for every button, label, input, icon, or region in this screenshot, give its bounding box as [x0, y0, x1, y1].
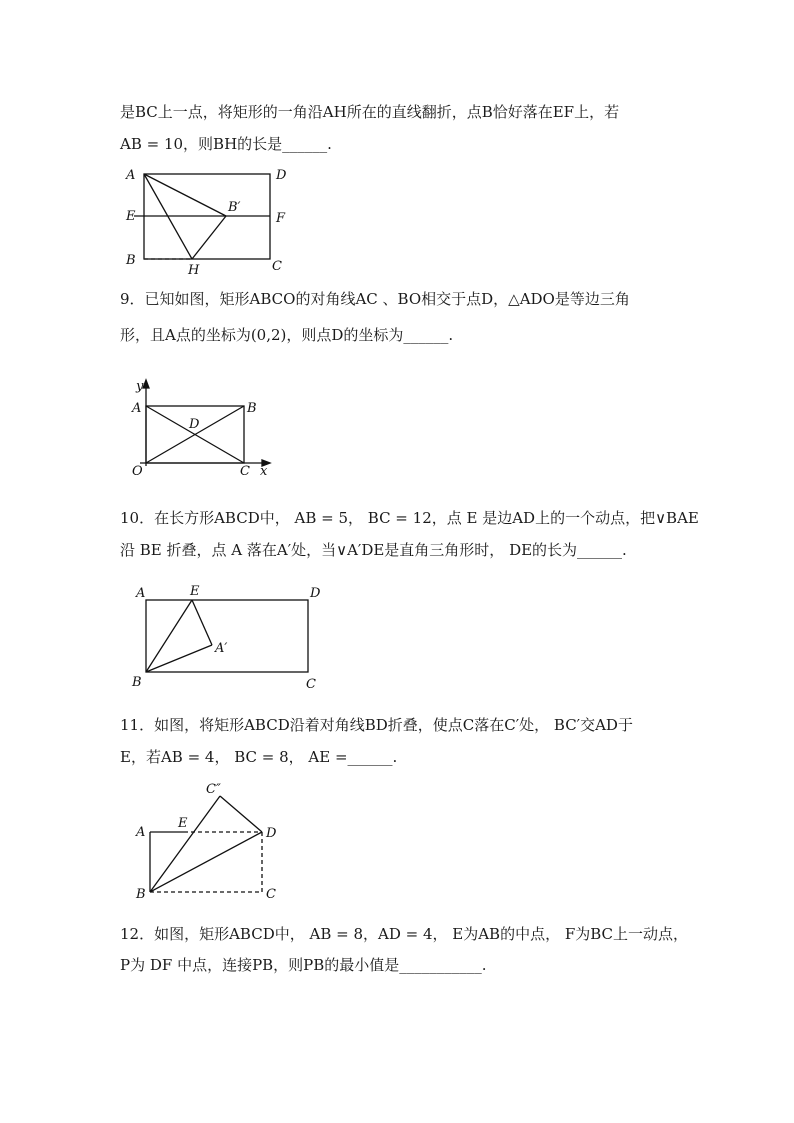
q10-label-D: D	[310, 586, 321, 601]
q10-figure	[120, 580, 340, 695]
q9-text-line1: 9．已知如图，矩形ABCO的对角线AC 、BO相交于点D，△ADO是等边三角	[120, 290, 630, 308]
q10-label-A-prime: A′	[215, 641, 228, 656]
q11-label-D: D	[266, 826, 277, 841]
q8-label-H: H	[188, 263, 200, 278]
q8-label-A: A	[126, 168, 136, 183]
q11-line-BC-prime	[150, 796, 220, 892]
q10-label-E: E	[190, 584, 200, 599]
q11-label-E: E	[178, 816, 188, 831]
q11-label-C-prime: C″	[206, 782, 221, 797]
q9-y-arrow	[143, 380, 149, 388]
q10-line-BA-prime	[146, 645, 212, 672]
q10-label-C: C	[306, 677, 316, 692]
q11-text-line2: E，若AB = 4， BC = 8， AE =______.	[120, 748, 398, 766]
q8-label-B-prime: B′	[228, 200, 241, 215]
q9-label-D: D	[189, 417, 200, 432]
q8-text-line2: AB = 10，则BH的长是______.	[120, 135, 332, 153]
q11-line-C-prime-D	[220, 796, 262, 832]
q10-text-line1: 10．在长方形ABCD中， AB = 5， BC = 12，点 E 是边AD上的一个动点，把∨BAE	[120, 509, 699, 527]
q12-text-line2: P为 DF 中点，连接PB，则PB的最小值是___________.	[120, 956, 487, 974]
q11-text-line1: 11．如图，将矩形ABCD沿着对角线BD折叠，使点C落在C′处， BC′交AD于	[120, 716, 633, 734]
q8-text-line1: 是BC上一点，将矩形的一角沿AH所在的直线翻折，点B恰好落在EF上，若	[120, 103, 620, 121]
q10-text-line2: 沿 BE 折叠，点 A 落在A′处，当∨A′DE是直角三角形时， DE的长为______.	[120, 541, 627, 559]
q9-text-line2: 形，且A点的坐标为(0,2)，则点D的坐标为______.	[120, 326, 454, 344]
q11-label-C: C	[266, 887, 276, 902]
q8-label-D: D	[276, 168, 287, 183]
q9-label-B: B	[247, 401, 257, 416]
q8-label-B: B	[126, 253, 136, 268]
q8-label-C: C	[272, 259, 282, 274]
q11-label-B: B	[136, 887, 146, 902]
q8-figure	[120, 160, 320, 280]
q10-line-BE	[146, 600, 192, 672]
q11-figure	[120, 776, 300, 906]
q10-label-A: A	[136, 586, 146, 601]
q11-diagonal-BD	[150, 832, 262, 892]
q9-figure	[120, 376, 280, 486]
q10-line-EA-prime	[192, 600, 212, 645]
q9-label-O: O	[132, 464, 143, 479]
q8-label-F: F	[276, 211, 286, 226]
q12-text-line1: 12．如图，矩形ABCD中， AB = 8，AD = 4， E为AB的中点， F为BC上一动点，	[120, 925, 689, 943]
q10-label-B: B	[132, 675, 142, 690]
q9-label-x: x	[260, 464, 268, 479]
q11-label-A: A	[136, 825, 146, 840]
q9-label-A: A	[132, 401, 142, 416]
q8-line-B-prime-H	[192, 216, 226, 259]
q8-label-E: E	[126, 209, 136, 224]
q9-label-y: y	[136, 379, 144, 394]
q9-label-C: C	[240, 464, 250, 479]
q10-rectangle-ABCD	[146, 600, 308, 672]
